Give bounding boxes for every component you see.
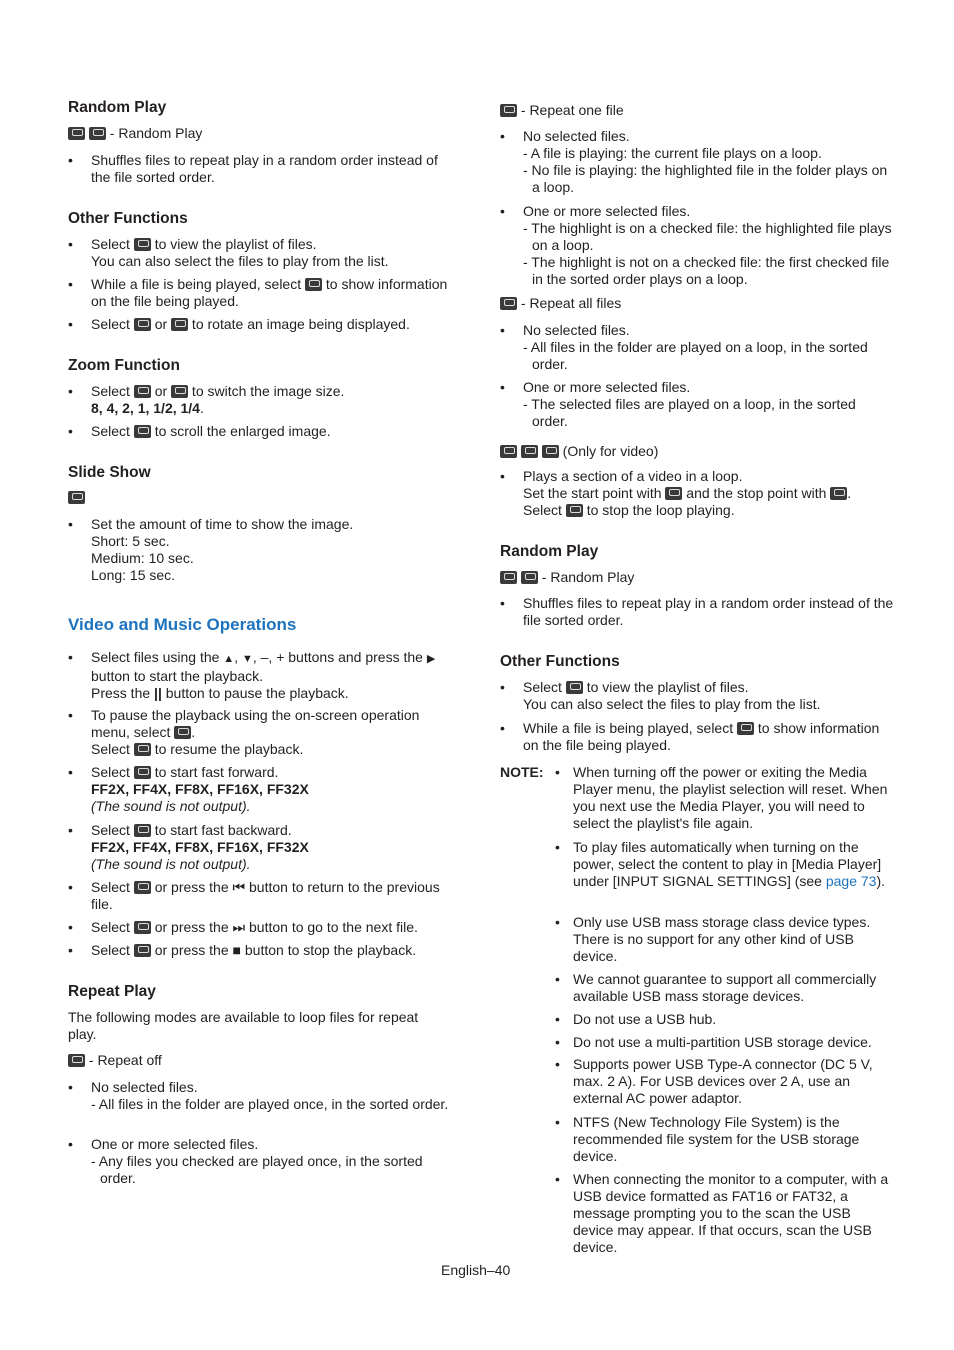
note-item: • We cannot guarantee to support all commercially available USB mass storage devices. — [573, 971, 895, 1005]
stop-button-icon — [134, 944, 151, 957]
next-icon — [134, 921, 151, 934]
list-item: • Select to view the playlist of files. You can also select the files to play from the list. — [68, 236, 458, 270]
play-icon: ▶ — [426, 653, 436, 665]
note-item: • To play files automatically when turning on the power, select the content to play in [Media Player] under [INPUT SIGNAL SETTINGS] (see page 73). — [573, 839, 895, 890]
random-play-caption-right: - Random Play — [500, 569, 634, 586]
list-item: • One or more selected files. - The highlight is on a checked file: the highlighted file plays on a loop. - The highlight is not on a checked file: the first checked file in the sorted order plays on a loop. — [500, 203, 895, 288]
list-item: • Select files using the ▲, ▼, –, + buttons and press the ▶ button to start the playback. Press the || button to pause the playback. — [68, 649, 458, 702]
rotate-left-icon — [134, 318, 151, 331]
stop-icon: ■ — [232, 942, 241, 958]
repeat-all-caption: - Repeat all files — [500, 295, 621, 312]
rotate-right-icon — [171, 318, 188, 331]
pause-icon: || — [154, 685, 162, 701]
random-play-heading-right: Random Play — [500, 543, 599, 560]
repeat-a-icon — [500, 445, 517, 458]
zoom-in-icon — [134, 385, 151, 398]
repeat-one-caption: - Repeat one file — [500, 102, 624, 119]
repeat-play-heading: Repeat Play — [68, 983, 156, 1000]
ab-off-icon — [566, 504, 583, 517]
list-item: • Select to start fast backward. FF2X, FF4X, FF8X, FF16X, FF32X (The sound is not output). — [68, 822, 458, 873]
fast-forward-icon — [134, 766, 151, 779]
list-item: • No selected files. - All files in the folder are played on a loop, in the sorted order. — [500, 322, 895, 373]
other-functions-heading: Other Functions — [68, 210, 188, 227]
slide-show-icon-row — [68, 489, 85, 506]
note-item: • Do not use a USB hub. — [573, 1011, 895, 1028]
repeat-all-icon — [500, 297, 517, 310]
list-item: • While a file is being played, select to show information on the file being played. — [500, 720, 895, 754]
list-item: • Select to view the playlist of files. You can also select the files to play from the list. — [500, 679, 895, 713]
repeat-ab-off-icon — [542, 445, 559, 458]
repeat-off-caption: - Repeat off — [68, 1052, 162, 1069]
up-arrow-icon: ▲ — [223, 653, 235, 665]
playlist-icon — [566, 681, 583, 694]
playlist-icon — [134, 238, 151, 251]
list-item: • Select or to rotate an image being displayed. — [68, 316, 458, 333]
list-item: • One or more selected files. - Any files you checked are played once, in the sorted order. — [68, 1136, 458, 1187]
skip-forward-icon: ⏭ — [232, 919, 246, 935]
pause-button-icon — [174, 726, 191, 739]
ab-repeat-caption: (Only for video) — [500, 443, 658, 460]
note-item: • When connecting the monitor to a computer, with a USB device formatted as FAT16 or FAT32, a message prompting you to the scan the USB device may appear. If that occurs, scan the USB device. — [573, 1171, 895, 1256]
list-item: • Shuffles files to repeat play in a random order instead of the file sorted order. — [500, 595, 895, 629]
repeat-b-icon — [521, 445, 538, 458]
page-number: English–40 — [441, 1262, 511, 1278]
random-off-icon — [89, 127, 106, 140]
note-label: NOTE: — [500, 764, 544, 780]
zoom-function-heading: Zoom Function — [68, 357, 180, 374]
list-item: • Select or press the ⏭ button to go to the next file. — [68, 919, 458, 936]
repeat-off-icon — [68, 1054, 85, 1067]
list-item: • Select to scroll the enlarged image. — [68, 423, 458, 440]
list-item: • Select or to switch the image size. 8, 4, 2, 1, 1/2, 1/4. — [68, 383, 458, 417]
page-link[interactable]: page 73 — [825, 873, 877, 889]
repeat-intro: The following modes are available to loop files for repeat play. — [68, 1009, 419, 1042]
list-item: • Set the amount of time to show the image. Short: 5 sec. Medium: 10 sec. Long: 15 sec. — [68, 516, 458, 584]
list-item: • While a file is being played, select to show information on the file being played. — [68, 276, 458, 310]
list-item: • No selected files. - A file is playing: the current file plays on a loop. - No file is playing: the highlighted file in the folder plays on a loop. — [500, 128, 895, 196]
note-item: • Supports power USB Type-A connector (DC 5 V, max. 2 A). For USB devices over 2 A, use an external AC power adaptor. — [573, 1056, 895, 1107]
note-item: • Only use USB mass storage class device types. There is no support for any other kind of USB device. — [573, 914, 895, 965]
skip-back-icon: ⏮ — [232, 879, 246, 895]
info-icon — [305, 278, 322, 291]
note-item: • Do not use a multi-partition USB storage device. — [573, 1034, 895, 1051]
list-item: • Shuffles files to repeat play in a random order instead of the file sorted order. — [68, 152, 458, 186]
slide-show-icon — [68, 491, 85, 504]
point-b-icon — [830, 487, 847, 500]
other-functions-heading-right: Other Functions — [500, 653, 620, 670]
point-a-icon — [665, 487, 682, 500]
list-item: • Select or press the ⏮ button to return to the previous file. — [68, 879, 458, 913]
down-arrow-icon: ▼ — [241, 653, 253, 665]
list-item: • Select or press the ■ button to stop the playback. — [68, 942, 458, 959]
list-item: • No selected files. - All files in the folder are played once, in the sorted order. — [68, 1079, 458, 1113]
random-on-icon — [500, 571, 517, 584]
video-music-heading: Video and Music Operations — [68, 615, 297, 634]
list-item: • One or more selected files. - The selected files are played on a loop, in the sorted order. — [500, 379, 895, 430]
list-item: • Select to start fast forward. FF2X, FF4X, FF8X, FF16X, FF32X (The sound is not output). — [68, 764, 458, 815]
play-button-icon — [134, 743, 151, 756]
zoom-out-icon — [171, 385, 188, 398]
random-play-heading: Random Play — [68, 99, 167, 116]
move-image-icon — [134, 425, 151, 438]
fast-backward-icon — [134, 824, 151, 837]
slide-show-heading: Slide Show — [68, 464, 151, 481]
list-item: • To pause the playback using the on-screen operation menu, select . Select to resume the playback. — [68, 707, 458, 758]
info-icon — [737, 722, 754, 735]
random-off-icon — [521, 571, 538, 584]
random-on-icon — [68, 127, 85, 140]
previous-icon — [134, 881, 151, 894]
note-item: • NTFS (New Technology File System) is the recommended file system for the USB storage device. — [573, 1114, 895, 1165]
list-item: • Plays a section of a video in a loop. Set the start point with and the stop point with . Select to stop the loop playing. — [500, 468, 895, 519]
note-item: • When turning off the power or exiting the Media Player menu, the playlist selection will reset. When you next use the Media Player, you will need to select the playlist's file again. — [573, 764, 895, 832]
random-play-caption: - Random Play — [68, 125, 202, 142]
repeat-one-icon — [500, 104, 517, 117]
